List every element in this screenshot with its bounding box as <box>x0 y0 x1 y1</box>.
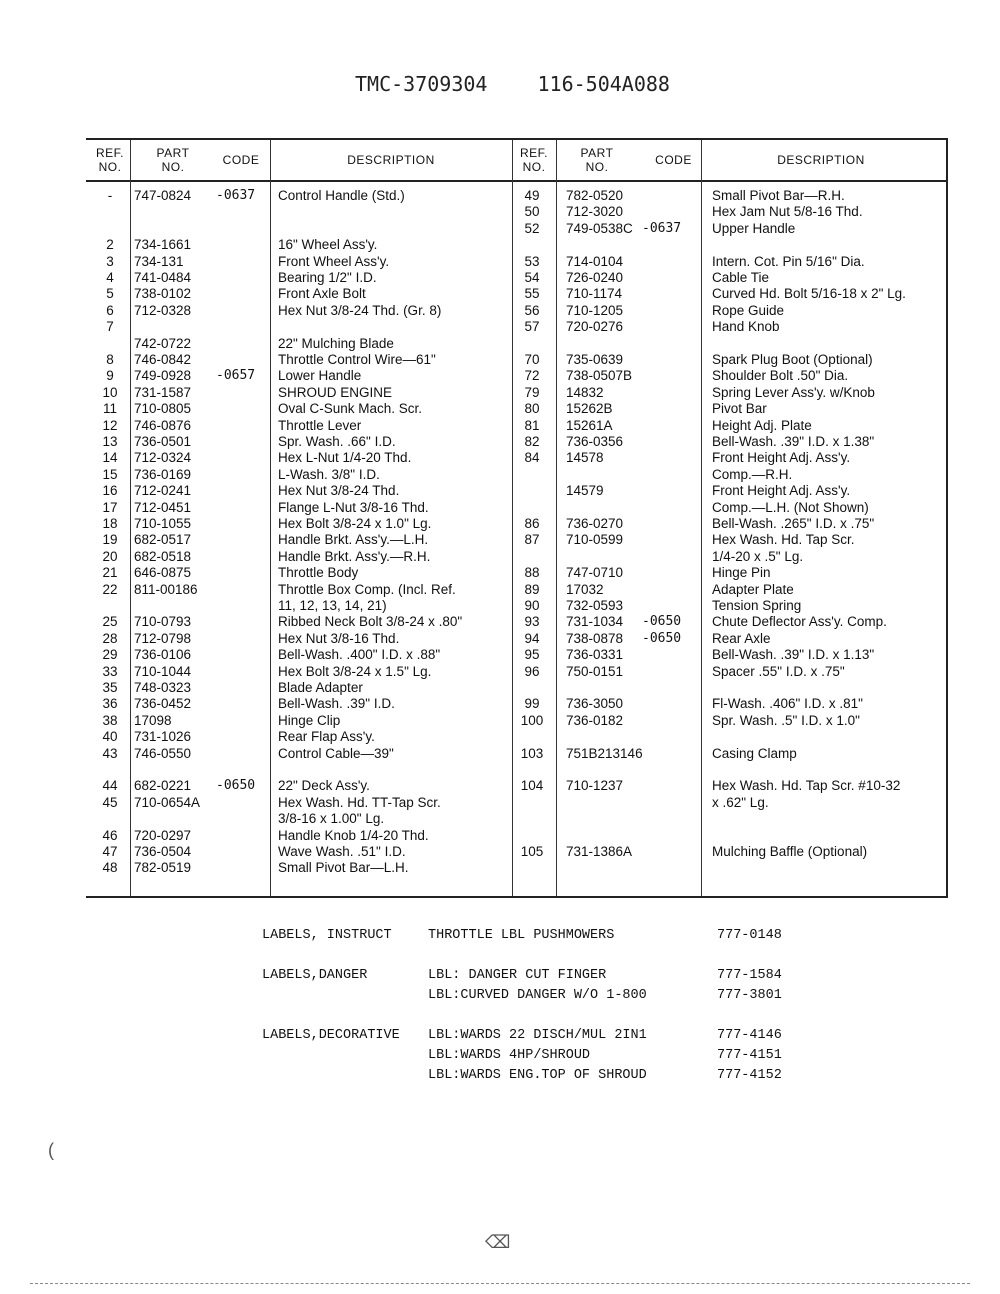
label-description: LBL:WARDS 22 DISCH/MUL 2IN1 <box>428 1028 647 1043</box>
description: Handle Brkt. Ass'y.—L.H. <box>278 532 429 548</box>
description: Cable Tie <box>712 270 770 285</box>
description: Throttle Control Wire—61" <box>278 352 436 367</box>
ref-number: 11 <box>102 401 117 417</box>
part-number: 710-1174 <box>566 286 623 302</box>
code: -0657 <box>216 368 256 384</box>
table-row <box>86 221 946 237</box>
col-description-2: DESCRIPTION <box>777 153 865 167</box>
table-row <box>86 828 512 844</box>
table-row <box>86 713 946 729</box>
ref-number: 48 <box>102 860 118 876</box>
label-part-number: 777-4146 <box>717 1028 782 1043</box>
parts-table <box>86 138 948 898</box>
header-rule <box>86 180 946 182</box>
description: Control Cable—39" <box>278 745 394 761</box>
description: Mulching Baffle (Optional) <box>712 844 868 859</box>
description: Chute Deflector Ass'y. Comp. <box>712 614 887 630</box>
description: Bell-Wash. .39" I.D. <box>278 696 395 712</box>
ref-number: 16 <box>102 483 118 499</box>
ref-number: 93 <box>524 614 540 630</box>
ref-number: 54 <box>524 270 540 285</box>
part-number: 736-0182 <box>566 712 624 728</box>
part-number: 751B213146 <box>566 745 643 761</box>
table-row <box>86 303 946 319</box>
part-number: 720-0297 <box>134 827 192 843</box>
description: Throttle Lever <box>278 417 362 433</box>
ref-number: 10 <box>102 384 118 400</box>
table-row <box>86 204 946 220</box>
description: Oval C-Sunk Mach. Scr. <box>278 401 423 417</box>
part-number: 746-0550 <box>134 745 192 761</box>
part-number: 710-0805 <box>134 401 192 417</box>
description: Bell-Wash. .39" I.D. x 1.13" <box>712 647 875 663</box>
ref-number: 29 <box>102 647 118 663</box>
part-number: 731-1034 <box>566 614 624 630</box>
part-number: 738-0878 <box>566 630 624 646</box>
part-number: 738-0102 <box>134 286 192 302</box>
part-number: 710-1237 <box>566 778 624 794</box>
table-row <box>86 565 946 581</box>
part-number: 710-0654A <box>134 794 201 810</box>
table-row <box>86 516 946 532</box>
code: -0637 <box>216 188 256 203</box>
label-row <box>262 1068 822 1088</box>
ref-number: 43 <box>102 745 118 761</box>
ref-number: 50 <box>524 204 540 220</box>
part-number: 710-1044 <box>134 663 192 679</box>
ref-number: 2 <box>106 237 114 253</box>
description: Casing Clamp <box>712 745 797 761</box>
description: Hex Wash. Hd. Tap Scr. #10-32 <box>712 778 901 794</box>
label-category: LABELS,DECORATIVE <box>262 1028 400 1043</box>
ref-number: 94 <box>524 630 540 646</box>
description: Throttle Box Comp. (Incl. Ref. <box>278 581 456 597</box>
label-part-number: 777-3801 <box>717 988 782 1003</box>
table-row <box>86 237 512 253</box>
part-number: 682-0221 <box>134 778 192 794</box>
part-number: 741-0484 <box>134 270 192 285</box>
part-number: 746-0876 <box>134 417 192 433</box>
part-number: 736-0504 <box>134 844 192 859</box>
part-number: 736-0501 <box>134 434 192 449</box>
label-part-number: 777-1584 <box>717 968 782 983</box>
col-part: PART NO. <box>156 146 190 174</box>
part-number: 714-0104 <box>566 253 624 269</box>
table-row <box>86 582 946 598</box>
part-number: 17032 <box>566 581 604 597</box>
description: Lower Handle <box>278 368 362 384</box>
part-number: 731-1026 <box>134 729 192 745</box>
table-row <box>86 368 946 384</box>
table-row <box>86 549 946 565</box>
table-row <box>86 418 946 434</box>
table-row <box>86 270 946 286</box>
part-number: 720-0276 <box>566 319 624 335</box>
table-row <box>86 860 512 876</box>
description: Hex Wash. Hd. Tap Scr. <box>712 532 855 548</box>
description: Bearing 1/2" I.D. <box>278 270 377 285</box>
table-row <box>86 811 512 827</box>
part-number: 735-0639 <box>566 352 624 367</box>
table-row <box>86 319 946 335</box>
ref-number: 55 <box>524 286 540 302</box>
ref-number: 82 <box>524 434 540 449</box>
description: Comp.—L.H. (Not Shown) <box>712 499 869 515</box>
page-edge <box>30 1283 970 1284</box>
part-number: 747-0710 <box>566 565 624 581</box>
ref-number: 21 <box>102 565 118 581</box>
description: 22" Deck Ass'y. <box>278 778 370 794</box>
description: L-Wash. 3/8" I.D. <box>278 466 380 482</box>
description: 3/8-16 x 1.00" Lg. <box>278 811 385 827</box>
ref-number: 36 <box>102 696 118 712</box>
code: -0650 <box>642 614 682 630</box>
description: Hex L-Nut 1/4-20 Thd. <box>278 450 412 466</box>
ref-number: 104 <box>520 778 544 794</box>
ref-number: 100 <box>520 712 544 728</box>
part-number: 712-0328 <box>134 302 192 318</box>
description: Spacer .55" I.D. x .75" <box>712 663 845 679</box>
part-number: 746-0842 <box>134 352 192 367</box>
part-number: 15261A <box>566 417 613 433</box>
description: Bell-Wash. .400" I.D. x .88" <box>278 647 441 663</box>
part-number: 734-1661 <box>134 237 192 253</box>
part-number: 712-0241 <box>134 483 192 499</box>
description: x .62" Lg. <box>712 794 769 810</box>
code: -0650 <box>216 778 256 794</box>
description: Blade Adapter <box>278 680 363 695</box>
ref-number: 38 <box>102 712 118 728</box>
part-number: 736-0452 <box>134 696 192 712</box>
col-part-2: PART NO. <box>580 146 614 174</box>
part-number: 710-1205 <box>566 302 624 318</box>
label-part-number: 777-4152 <box>717 1068 782 1083</box>
table-row <box>86 286 946 302</box>
description: Hinge Pin <box>712 565 771 581</box>
description: Handle Knob 1/4-20 Thd. <box>278 827 429 843</box>
table-row <box>86 188 946 204</box>
description: Rope Guide <box>712 302 785 318</box>
ref-number: 84 <box>524 450 540 466</box>
label-row <box>262 968 822 988</box>
description: Throttle Body <box>278 565 359 581</box>
ref-number: 53 <box>524 253 540 269</box>
ref-number: 12 <box>102 417 118 433</box>
description: Spr. Wash. .5" I.D. x 1.0" <box>712 712 860 728</box>
table-row <box>86 532 946 548</box>
description: Hinge Clip <box>278 712 341 728</box>
label-description: LBL:WARDS ENG.TOP OF SHROUD <box>428 1068 647 1083</box>
ref-number: 13 <box>102 434 118 449</box>
description: Comp.—R.H. <box>712 466 793 482</box>
ref-number: 40 <box>102 729 118 745</box>
description: 11, 12, 13, 14, 21) <box>278 598 387 613</box>
table-row <box>86 336 512 352</box>
ref-number: 87 <box>524 532 540 548</box>
description: Rear Flap Ass'y. <box>278 729 375 745</box>
part-number: 782-0520 <box>566 188 624 203</box>
part-number: 748-0323 <box>134 680 192 695</box>
description: Handle Brkt. Ass'y.—R.H. <box>278 548 431 564</box>
part-number: 750-0151 <box>566 663 624 679</box>
col-ref: REF. NO. <box>95 146 124 174</box>
table-row <box>86 385 946 401</box>
part-number: 736-3050 <box>566 696 624 712</box>
description: Small Pivot Bar—L.H. <box>278 860 409 876</box>
part-number: 742-0722 <box>134 335 192 351</box>
description: Hex Bolt 3/8-24 x 1.0" Lg. <box>278 516 432 531</box>
part-number: 736-0331 <box>566 647 624 663</box>
ref-number: 5 <box>106 286 114 302</box>
ref-number: 3 <box>106 253 114 269</box>
description: Fl-Wash. .406" I.D. x .81" <box>712 696 863 712</box>
table-row <box>86 434 946 450</box>
ref-number: 7 <box>106 319 114 335</box>
part-number: 682-0517 <box>134 532 192 548</box>
ref-number: 105 <box>520 844 544 859</box>
table-row <box>86 401 946 417</box>
label-part-number: 777-4151 <box>717 1048 782 1063</box>
ref-number: 95 <box>524 647 540 663</box>
description: Wave Wash. .51" I.D. <box>278 844 406 859</box>
part-number: 710-0793 <box>134 614 192 630</box>
description: 1/4-20 x .5" Lg. <box>712 548 804 564</box>
description: Hex Nut 3/8-24 Thd. (Gr. 8) <box>278 302 442 318</box>
part-number: 782-0519 <box>134 860 192 876</box>
ref-number: 9 <box>106 368 114 384</box>
table-row <box>86 664 946 680</box>
col-code: CODE <box>222 153 260 167</box>
ref-number: 22 <box>102 581 118 597</box>
description: Front Height Adj. Ass'y. <box>712 483 851 499</box>
ref-number: 28 <box>102 630 118 646</box>
ref-number: 80 <box>524 401 540 417</box>
ref-number: 49 <box>524 188 540 203</box>
description: Intern. Cot. Pin 5/16" Dia. <box>712 253 865 269</box>
ref-number: 90 <box>524 598 540 613</box>
description: Front Axle Bolt <box>278 286 366 302</box>
part-number: 712-0798 <box>134 630 192 646</box>
description: Bell-Wash. .265" I.D. x .75" <box>712 516 875 531</box>
part-number: 646-0875 <box>134 565 192 581</box>
ref-number: 33 <box>102 663 118 679</box>
table-row <box>86 483 946 499</box>
label-row <box>262 1048 822 1068</box>
ref-number: 46 <box>102 827 118 843</box>
description: Tension Spring <box>712 598 802 613</box>
col-description: DESCRIPTION <box>347 153 435 167</box>
part-number: 747-0824 <box>134 188 192 203</box>
description: Small Pivot Bar—R.H. <box>712 188 845 203</box>
ref-number: 89 <box>524 581 540 597</box>
col-code-2: CODE <box>655 153 692 167</box>
part-number: 736-0169 <box>134 466 192 482</box>
ref-number: 18 <box>102 516 118 531</box>
ref-number: 47 <box>102 844 118 859</box>
description: Flange L-Nut 3/8-16 Thd. <box>278 499 429 515</box>
ref-number: 96 <box>524 663 540 679</box>
description: Hex Wash. Hd. TT-Tap Scr. <box>278 794 441 810</box>
ref-number: 4 <box>106 270 114 285</box>
description: Shoulder Bolt .50" Dia. <box>712 368 849 384</box>
ref-number: 79 <box>524 384 540 400</box>
description: Ribbed Neck Bolt 3/8-24 x .80" <box>278 614 463 630</box>
label-category: LABELS,DANGER <box>262 968 368 983</box>
ref-number: 19 <box>102 532 118 548</box>
table-row <box>86 598 946 614</box>
description: Hex Nut 3/8-24 Thd. <box>278 483 400 499</box>
ref-number: 52 <box>524 220 540 236</box>
description: Adapter Plate <box>712 581 794 597</box>
description: Front Wheel Ass'y. <box>278 253 390 269</box>
part-number: 734-131 <box>134 253 184 269</box>
description: Hex Nut 3/8-16 Thd. <box>278 630 400 646</box>
part-number: 736-0270 <box>566 516 624 531</box>
description: 16" Wheel Ass'y. <box>278 237 378 253</box>
label-part-number: 777-0148 <box>717 928 782 943</box>
ref-number: 72 <box>524 368 540 384</box>
part-list-code: 116-504A088 <box>537 72 670 96</box>
label-row <box>262 928 822 948</box>
ref-number: 45 <box>102 794 118 810</box>
part-number: 731-1386A <box>566 844 633 859</box>
table-row <box>86 254 946 270</box>
description: Upper Handle <box>712 220 796 236</box>
part-number: 712-0324 <box>134 450 192 466</box>
table-row <box>86 696 946 712</box>
part-number: 14832 <box>566 384 604 400</box>
part-number: 712-3020 <box>566 204 624 220</box>
description: Height Adj. Plate <box>712 417 812 433</box>
ref-number: 15 <box>102 466 118 482</box>
ref-number: 57 <box>524 319 540 335</box>
ref-number: 56 <box>524 302 540 318</box>
table-row <box>86 647 946 663</box>
label-category: LABELS, INSTRUCT <box>262 928 392 943</box>
table-row <box>86 500 946 516</box>
part-number: 749-0538C <box>566 220 633 236</box>
label-description: LBL:CURVED DANGER W/O 1-800 <box>428 988 647 1003</box>
table-row <box>86 844 946 860</box>
ref-number: 70 <box>524 352 540 367</box>
part-number: 749-0928 <box>134 368 192 384</box>
table-row <box>86 746 946 762</box>
table-row <box>86 795 946 811</box>
table-row <box>86 729 512 745</box>
ref-number: 14 <box>102 450 118 466</box>
ref-number: 6 <box>106 302 114 318</box>
scan-mark: ( <box>48 1140 54 1160</box>
ref-number: 81 <box>524 417 540 433</box>
model-code: TMC-3709304 <box>355 72 488 96</box>
ref-number: 20 <box>102 548 118 564</box>
description: Spr. Wash. .66" I.D. <box>278 434 396 449</box>
label-description: THROTTLE LBL PUSHMOWERS <box>428 928 615 943</box>
table-row <box>86 352 946 368</box>
scan-mark: ⌫ <box>485 1232 511 1252</box>
part-number: 710-0599 <box>566 532 624 548</box>
part-number: 710-1055 <box>134 516 192 531</box>
table-row <box>86 467 946 483</box>
table-row <box>86 614 946 630</box>
description: Rear Axle <box>712 630 771 646</box>
table-row <box>86 450 946 466</box>
label-row <box>262 988 822 1008</box>
description: 22" Mulching Blade <box>278 335 394 351</box>
table-row <box>86 631 946 647</box>
table-row <box>86 680 512 696</box>
part-number: 738-0507B <box>566 368 633 384</box>
part-number: 731-1587 <box>134 384 192 400</box>
ref-number: 99 <box>524 696 540 712</box>
description: Spark Plug Boot (Optional) <box>712 352 873 367</box>
code: -0637 <box>642 220 682 236</box>
table-row <box>86 778 946 794</box>
document-header <box>355 72 775 96</box>
ref-number: 103 <box>520 745 544 761</box>
part-number: 14578 <box>566 450 604 466</box>
ref-number: 8 <box>106 352 114 367</box>
ref-number: 86 <box>524 516 540 531</box>
part-number: 811-00186 <box>134 581 198 597</box>
description: Curved Hd. Bolt 5/16-18 x 2" Lg. <box>712 286 906 302</box>
ref-number: - <box>107 188 113 203</box>
part-number: 736-0106 <box>134 647 192 663</box>
ref-number: 88 <box>524 565 540 581</box>
part-number: 732-0593 <box>566 598 624 613</box>
part-number: 712-0451 <box>134 499 192 515</box>
description: Pivot Bar <box>712 401 767 417</box>
part-number: 14579 <box>566 483 604 499</box>
description: Hex Jam Nut 5/8-16 Thd. <box>712 204 863 220</box>
part-number: 17098 <box>134 712 172 728</box>
description: Hex Bolt 3/8-24 x 1.5" Lg. <box>278 663 432 679</box>
part-number: 736-0356 <box>566 434 624 449</box>
ref-number: 25 <box>102 614 118 630</box>
part-number: 726-0240 <box>566 270 624 285</box>
part-number: 682-0518 <box>134 548 192 564</box>
label-row <box>262 1028 822 1048</box>
description: SHROUD ENGINE <box>278 384 393 400</box>
col-ref-2: REF. NO. <box>519 146 548 174</box>
description: Hand Knob <box>712 319 780 335</box>
ref-number: 44 <box>102 778 118 794</box>
ref-number: 17 <box>102 499 118 515</box>
ref-number: 35 <box>102 680 118 695</box>
label-description: LBL:WARDS 4HP/SHROUD <box>428 1048 591 1063</box>
description: Spring Lever Ass'y. w/Knob <box>712 384 875 400</box>
description: Control Handle (Std.) <box>278 188 405 203</box>
description: Front Height Adj. Ass'y. <box>712 450 851 466</box>
part-number: 15262B <box>566 401 613 417</box>
description: Bell-Wash. .39" I.D. x 1.38" <box>712 434 875 449</box>
code: -0650 <box>642 630 682 646</box>
label-description: LBL: DANGER CUT FINGER <box>428 968 607 983</box>
